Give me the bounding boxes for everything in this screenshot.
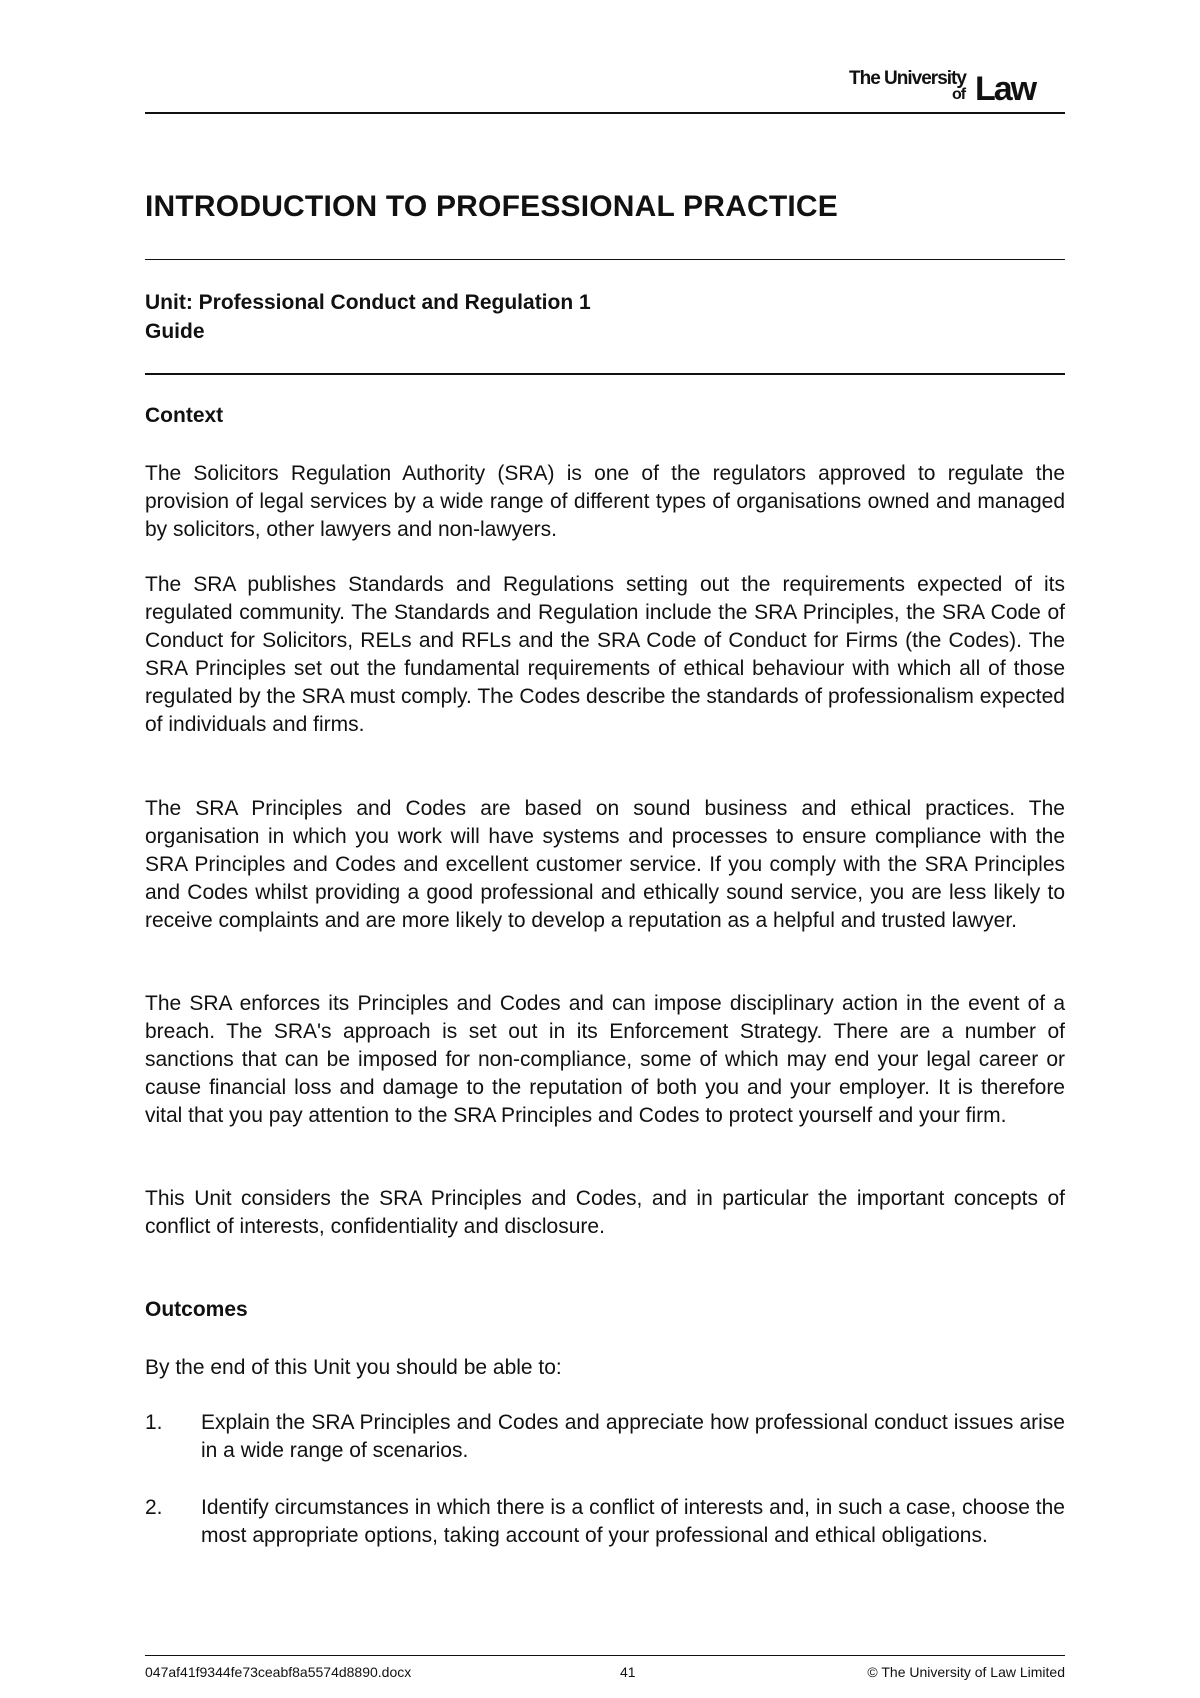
list-item-number: 1.	[145, 1411, 163, 1434]
university-of-law-logo	[849, 66, 1064, 110]
paragraph-text: The SRA Principles and Codes are based on sound business and ethical practices. The organisation in which you work will have systems and processes to ensure compliance with the SRA Principles and Codes and excellent customer service. If you comply with the SRA Principles and Codes whilst providing a good professional and ethically sound service, you are less likely to receive complaints and are more likely to develop a reputation as a helpful and trusted lawyer.	[145, 797, 1065, 932]
logo-line-of: of	[952, 86, 966, 103]
title-rule	[145, 259, 1065, 260]
context-heading: Context	[145, 404, 224, 427]
paragraph-text: The Solicitors Regulation Authority (SRA) is one of the regulators approved to regulate the provision of legal services by a wide range of different types of organisations owned and managed by solicitors, other lawyers and non-lawyers.	[145, 462, 1065, 541]
context-paragraph-5	[145, 1185, 1065, 1241]
list-item-text: Explain the SRA Principles and Codes and appreciate how professional conduct issues arise in a wide range of scenarios.	[201, 1411, 1065, 1462]
paragraph-text: The SRA enforces its Principles and Codes and can impose disciplinary action in the event of a breach. The SRA's approach is set out in its Enforcement Strategy. There are a number of sanctions that can be imposed for non-compliance, some of which may end your legal career or cause financial loss and damage to the reputation of both you and your employer. It is therefore vital that you pay attention to the SRA Principles and Codes to protect yourself and your firm.	[145, 992, 1065, 1127]
header-rule	[145, 112, 1065, 114]
outcomes-heading: Outcomes	[145, 1298, 248, 1321]
page-title: INTRODUCTION TO PROFESSIONAL PRACTICE	[145, 190, 838, 223]
paragraph-text: The SRA publishes Standards and Regulations setting out the requirements expected of its regulated community. The Standards and Regulation include the SRA Principles, the SRA Code of Conduct for Solicitors, RELs and RFLs and the SRA Code of Conduct for Firms (the Codes). The SRA Principles set out the fundamental requirements of ethical behaviour with which all of those regulated by the SRA must comply. The Codes describe the standards of professionalism expected of individuals and firms.	[145, 573, 1065, 736]
unit-block	[145, 288, 591, 346]
outcomes-intro	[145, 1354, 1065, 1382]
list-item	[145, 1409, 1065, 1465]
footer-copyright: © The University of Law Limited	[867, 1664, 1065, 1680]
footer-filename: 047af41f9344fe73ceabf8a5574d8890.docx	[145, 1664, 412, 1680]
footer-rule	[145, 1655, 1065, 1656]
context-paragraph-3	[145, 795, 1065, 935]
footer-page-number: 41	[620, 1664, 636, 1680]
guide-label: Guide	[145, 320, 205, 343]
context-paragraph-4	[145, 990, 1065, 1130]
list-item	[145, 1494, 1065, 1550]
unit-rule	[145, 373, 1065, 375]
list-item-number: 2.	[145, 1496, 163, 1519]
unit-title: Unit: Professional Conduct and Regulation 1	[145, 291, 591, 314]
paragraph-text: This Unit considers the SRA Principles and Codes, and in particular the important concepts of conflict of interests, confidentiality and disclosure.	[145, 1187, 1065, 1238]
logo-line-the-university: The University	[849, 68, 966, 89]
paragraph-text: By the end of this Unit you should be able to:	[145, 1356, 562, 1379]
logo-line-law: Law	[975, 70, 1036, 108]
context-paragraph-1	[145, 460, 1065, 544]
context-paragraph-2	[145, 571, 1065, 739]
list-item-text: Identify circumstances in which there is a conflict of interests and, in such a case, choose the most appropriate options, taking account of your professional and ethical obligations.	[201, 1496, 1065, 1547]
